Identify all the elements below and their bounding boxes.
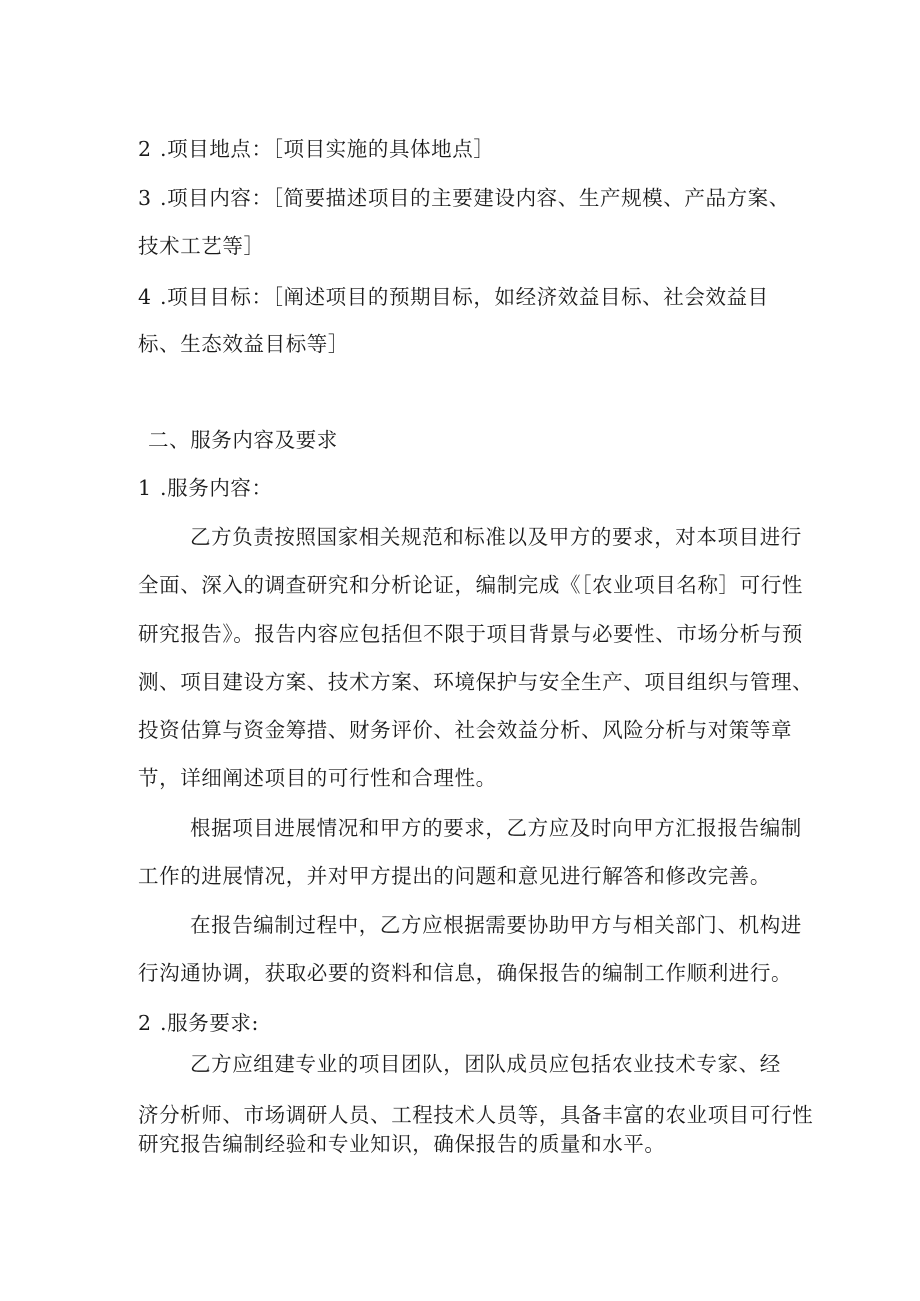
sub-text: .服务内容： (160, 476, 273, 500)
section-heading: 二、服务内容及要求 (148, 428, 338, 452)
item-text: .项目目标：［阐述项目的预期目标，如经济效益目标、社会效益目 (160, 285, 769, 309)
item-4 (138, 284, 769, 310)
item-number: 2 (138, 137, 152, 161)
paragraph-line: 研究报告》。报告内容应包括但不限于项目背景与必要性、市场分析与预 (138, 622, 803, 646)
sub-number: 1 (138, 476, 152, 500)
paragraph-line: 全面、深入的调查研究和分析论证，编制完成《［农业项目名称］可行性 (138, 573, 803, 597)
item-number: 3 (138, 186, 152, 210)
paragraph-line: 测、项目建设方案、技术方案、环境保护与安全生产、项目组织与管理、 (138, 670, 814, 694)
item-3-continuation: 技术工艺等］ (138, 234, 265, 258)
paragraph-line: 行沟通协调，获取必要的资料和信息，确保报告的编制工作顺利进行。 (138, 961, 793, 985)
item-text: .项目内容：［简要描述项目的主要建设内容、生产规模、产品方案、 (160, 186, 790, 210)
paragraph-line: 乙方负责按照国家相关规范和标准以及甲方的要求，对本项目进行 (190, 525, 802, 549)
paragraph-line: 工作的进展情况，并对甲方提出的问题和意见进行解答和修改完善。 (138, 864, 771, 888)
paragraph-line: 在报告编制过程中，乙方应根据需要协助甲方与相关部门、机构进 (190, 913, 802, 937)
item-2 (138, 136, 494, 162)
paragraph-line: 根据项目进展情况和甲方的要求，乙方应及时向甲方汇报报告编制 (190, 816, 802, 840)
item-4-continuation: 标、生态效益目标等］ (138, 332, 349, 356)
paragraph-line: 乙方应组建专业的项目团队，团队成员应包括农业技术专家、经 (190, 1052, 781, 1076)
item-3 (138, 185, 790, 211)
sub-number: 2 (138, 1011, 152, 1035)
paragraph-line: 济分析师、市场调研人员、工程技术人员等，具备丰富的农业项目可行性 (138, 1103, 814, 1127)
sub-text: .服务要求: (160, 1011, 260, 1035)
subsection-2 (138, 1010, 259, 1036)
item-text: .项目地点：［项目实施的具体地点］ (160, 137, 495, 161)
paragraph-line: 研究报告编制经验和专业知识，确保报告的质量和水平。 (138, 1132, 666, 1156)
subsection-1 (138, 475, 273, 501)
item-number: 4 (138, 285, 152, 309)
paragraph-line: 投资估算与资金筹措、财务评价、社会效益分析、风险分析与对策等章 (138, 718, 793, 742)
paragraph-line: 节，详细阐述项目的可行性和合理性。 (138, 766, 497, 790)
